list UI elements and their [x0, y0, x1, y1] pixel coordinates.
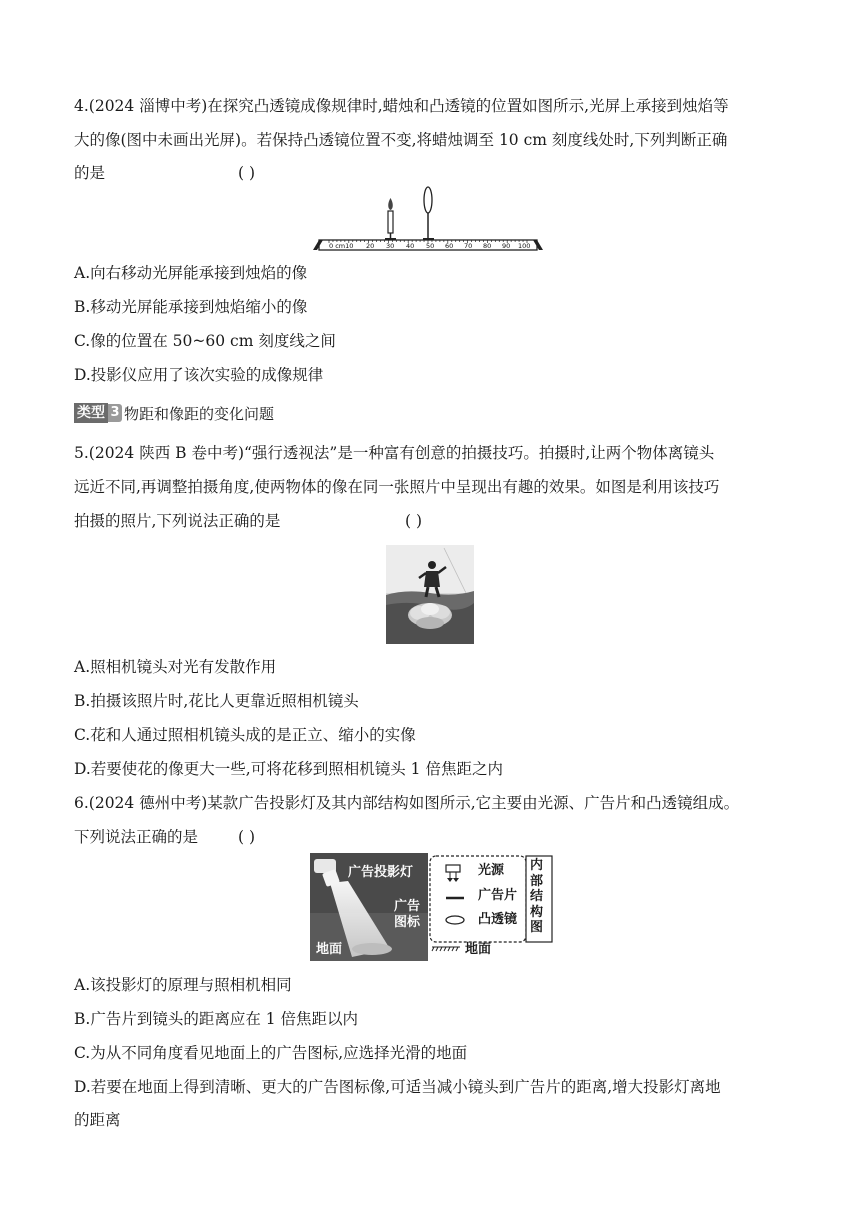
q6-option-a: A.该投影灯的原理与照相机相同: [74, 976, 292, 994]
struct-lens-label: 凸透镜: [478, 912, 518, 927]
section-title: 物距和像距的变化问题: [124, 404, 275, 423]
ruler-label-50: 50: [426, 242, 435, 250]
q5-stem-line3: 拍摄的照片,下列说法正确的是: [74, 512, 281, 530]
q5-answer-paren: ( ): [405, 512, 423, 530]
ruler-label-20: 20: [366, 242, 375, 250]
ruler-label-0: 0 cm10: [329, 242, 354, 250]
struct-ad-slide-label: 广告片: [478, 888, 518, 903]
q6-option-d-cont: 的距离: [74, 1111, 121, 1129]
ruler-label-70: 70: [464, 242, 473, 250]
q4-answer-paren: ( ): [238, 164, 256, 182]
q5-option-c: C.花和人通过照相机镜头成的是正立、缩小的实像: [74, 726, 416, 744]
ruler-label-40: 40: [406, 242, 415, 250]
type-badge: 类型: [74, 403, 108, 423]
ad-icon-label: 广告图标: [394, 899, 421, 930]
struct-light-source-label: 光源: [478, 863, 505, 878]
q4-option-c: C.像的位置在 50~60 cm 刻度线之间: [74, 332, 336, 350]
candle-icon: [385, 198, 396, 242]
q5-stem-line1: 5.(2024 陕西 B 卷中考)“强行透视法”是一种富有创意的拍摄技巧。拍摄时,让两个物体离镜头: [74, 444, 715, 462]
q6-stem-line1: 6.(2024 德州中考)某款广告投影灯及其内部结构如图所示,它主要由光源、广告片和凸透镜组成。: [74, 794, 740, 812]
q4-stem-line1: 4.(2024 淄博中考)在探究凸透镜成像规律时,蜡烛和凸透镜的位置如图所示,光屏上承接到烛焰等: [74, 97, 729, 115]
ruler-label-30: 30: [386, 242, 395, 250]
ruler-label-90: 90: [502, 242, 511, 250]
q5-stem-line2: 远近不同,再调整拍摄角度,使两物体的像在同一张照片中呈现出有趣的效果。如图是利用该技巧: [74, 478, 720, 496]
projector-label: 广告投影灯: [348, 865, 414, 880]
struct-ground-label: 地面: [465, 942, 492, 957]
q5-option-d: D.若要使花的像更大一些,可将花移到照相机镜头 1 倍焦距之内: [74, 760, 503, 778]
q6-answer-paren: ( ): [238, 828, 256, 846]
q4-stem-line2: 大的像(图中未画出光屏)。若保持凸透镜位置不变,将蜡烛调至 10 cm 刻度线处时,下列判断正确: [74, 131, 728, 149]
forced-perspective-photo: [386, 545, 474, 644]
q6-option-d: D.若要在地面上得到清晰、更大的广告图标像,可适当减小镜头到广告片的距离,增大投影灯离地: [74, 1078, 721, 1096]
q6-stem-line2: 下列说法正确的是: [74, 828, 199, 846]
section-header-type3: [74, 402, 274, 424]
q6-option-b: B.广告片到镜头的距离应在 1 倍焦距以内: [74, 1010, 359, 1028]
optical-bench-figure: [313, 186, 543, 252]
q4-stem-line3: 的是: [74, 164, 106, 182]
type-number: 3: [108, 404, 122, 422]
ground-hatch-icon: [432, 947, 460, 951]
ruler-label-60: 60: [445, 242, 454, 250]
q4-option-a: A.向右移动光屏能承接到烛焰的像: [74, 264, 308, 282]
q5-option-a: A.照相机镜头对光有发散作用: [74, 658, 277, 676]
q5-option-b: B.拍摄该照片时,花比人更靠近照相机镜头: [74, 692, 359, 710]
struct-side-title: 内部结构图: [530, 858, 544, 935]
ruler-label-100: 100: [518, 242, 531, 250]
lens-icon: [446, 916, 464, 924]
convex-lens-icon: [423, 187, 434, 242]
ground-photo-label: 地面: [316, 942, 343, 957]
ruler-label-80: 80: [483, 242, 492, 250]
q4-option-b: B.移动光屏能承接到烛焰缩小的像: [74, 298, 308, 316]
q6-option-c: C.为从不同角度看见地面上的广告图标,应选择光滑的地面: [74, 1044, 468, 1062]
q4-option-d: D.投影仪应用了该次实验的成像规律: [74, 366, 324, 384]
